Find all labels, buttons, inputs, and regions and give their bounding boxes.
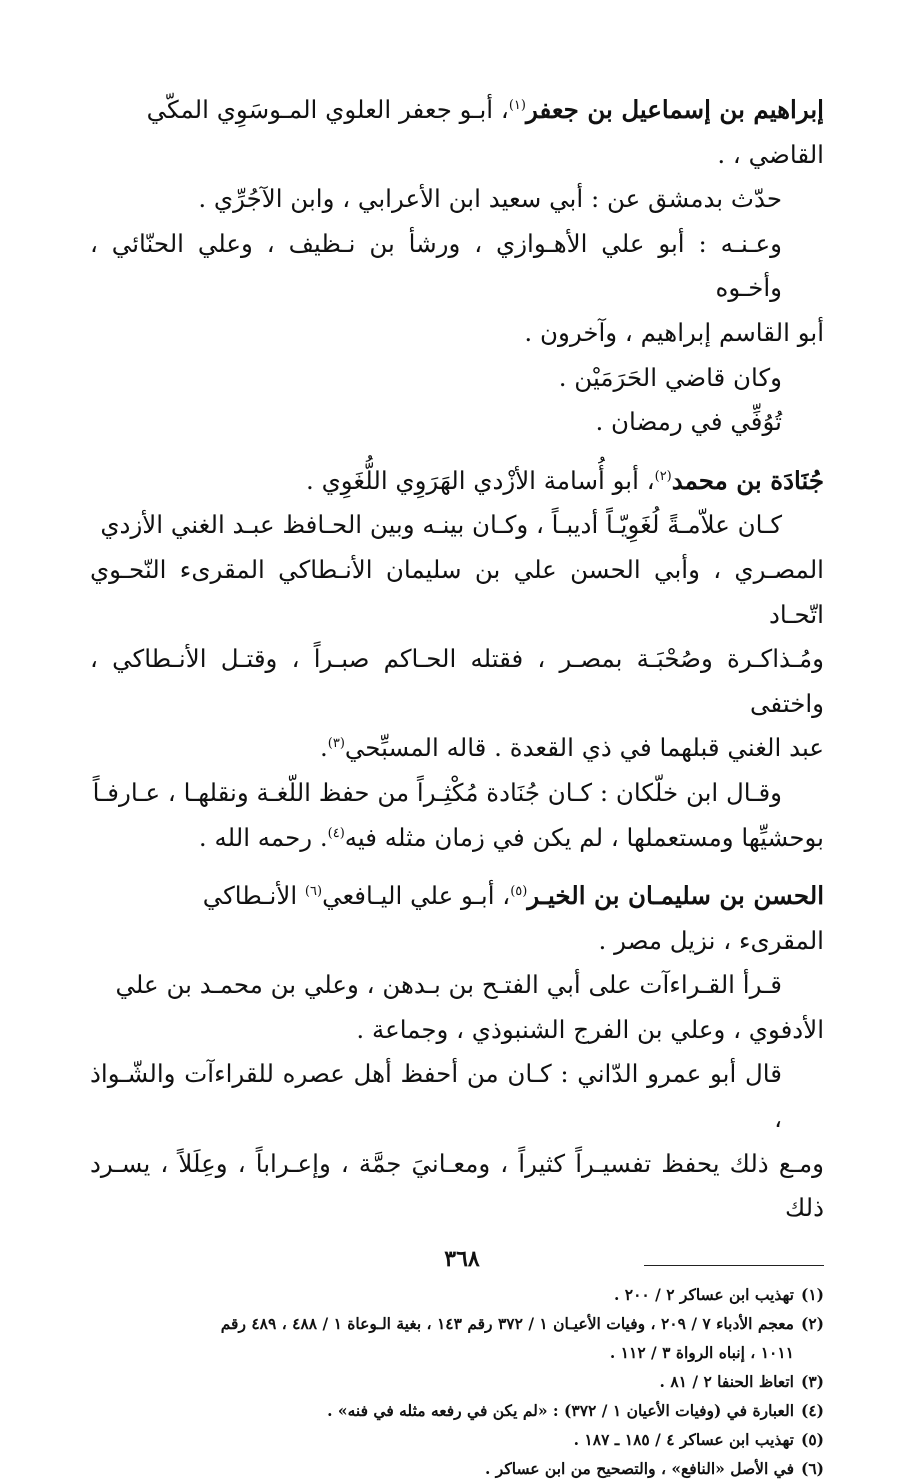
text-line: المقرىء ، نزيل مصر . <box>598 925 824 955</box>
footnote-text: معجم الأدباء ٧ / ٢٠٩ ، وفيات الأعيـان ١ / ٣٧٢ رقم ١٤٣ ، بغية الـوعاة ١ / ٤٨٨ ، ٤٨٩ رقم <box>220 1313 794 1333</box>
footnote-ref: (٣) <box>327 736 345 752</box>
entry-heading-rest: ، أبو أُسامة الأزْدي الهَرَوِي اللُّغَوِي . <box>306 465 655 495</box>
footnote-ref: (٤) <box>327 825 345 841</box>
footnote-continuation: ١٠١١ ، إنباه الرواة ٣ / ١١٢ . <box>609 1342 794 1362</box>
text-line <box>90 816 824 861</box>
text-line: وقـال ابن خلّكان : كـان جُنَادة مُكْثِـراً من حفظ اللّغـة ونقلهـا ، عـارفـاً <box>92 777 782 807</box>
footnote <box>90 1396 824 1425</box>
text-line: الأدفوي ، وعلي بن الفرج الشنبوذي ، وجماعة . <box>356 1014 824 1044</box>
biography-entry <box>90 459 824 860</box>
entry-name: جُنَادَة بن محمد <box>671 465 824 495</box>
footnote-ref: (٥) <box>510 883 528 899</box>
biography-entry <box>90 88 824 445</box>
footnote-number: (٢) <box>800 1313 824 1333</box>
footnote-ref: (١) <box>508 97 526 113</box>
text-line: ومُـذاكـرة وصُحْبَـة بمصـر ، فقتله الحـاكم صبـراً ، وقتـل الأنـطاكي ، واختفى <box>90 644 824 718</box>
footnote <box>90 1309 824 1338</box>
footnote-number: (٤) <box>800 1400 824 1420</box>
footnotes <box>90 1280 824 1483</box>
footnote-number: (٣) <box>800 1371 824 1391</box>
footnote-text: تهذيب ابن عساكر ٤ / ١٨٥ ـ ١٨٧ . <box>573 1429 794 1449</box>
entry-heading-rest: الأنـطاكي <box>202 881 305 911</box>
footnote <box>90 1454 824 1483</box>
line-tail: . <box>319 733 328 763</box>
text-line: كـان علاّمـةً لُغَوِيّـاً أديبـاً ، وكـان بينـه وبين الحـافظ عبـد الغني الأزدي <box>100 510 782 540</box>
text-line: أبو القاسم إبراهيم ، وآخرون . <box>524 317 824 347</box>
line-tail: . رحمه الله . <box>198 822 328 852</box>
line-text: بوحشيِّها ومستعملها ، لم يكن في زمان مثله فيه <box>344 822 824 852</box>
text-line: قـرأ القـراءآت على أبي الفتـح بن بـدهن ، وعلي بن محمـد بن علي <box>115 970 782 1000</box>
footnote-number: (٦) <box>800 1458 824 1478</box>
footnote <box>90 1425 824 1454</box>
footnote-text: اتعاظ الحنفا ٢ / ٨١ . <box>659 1371 794 1391</box>
biography-entry <box>90 874 824 1231</box>
footnote-text: في الأصل «النافع» ، والتصحيح من ابن عساكر . <box>485 1458 794 1478</box>
text-line: وكان قاضي الحَرَمَيْن . <box>558 362 782 392</box>
line-text: عبد الغني قبلهما في ذي القعدة . قاله المسبِّحي <box>344 733 824 763</box>
page-number: ٣٦٨ <box>444 1246 480 1272</box>
footnote-ref: (٢) <box>654 468 672 484</box>
entry-name: إبراهيم بن إسماعيل بن جعفر <box>525 95 824 124</box>
footnote-number: (١) <box>800 1284 824 1304</box>
text-line <box>90 726 824 771</box>
entry-heading-rest: ، أبـو جعفر العلوي المـوسَوِي المكّي <box>146 95 509 124</box>
text-line: تُوُفِّي في رمضان . <box>595 407 782 437</box>
text-line: المصـري ، وأبي الحسن علي بن سليمان الأنـطاكي المقرىء النّحـوي اتّحـاد <box>90 554 824 629</box>
entry-name: الحسن بن سليمـان بن الخيـر <box>527 881 824 911</box>
text-line: قال أبو عمرو الدّاني : كـان من أحفظ أهل عصره للقراءآت والشّـواذ ، <box>90 1059 782 1134</box>
footnote <box>90 1367 824 1396</box>
entry-heading-rest: ، أبـو علي اليـافعي <box>322 881 511 911</box>
footnote <box>90 1280 824 1309</box>
entry-heading-line <box>90 874 824 919</box>
footnote-text: العبارة في (وفيات الأعيان ١ / ٣٧٢) : «لم يكن في رفعه مثله في فنه» . <box>327 1400 794 1420</box>
footnote-number: (٥) <box>800 1429 824 1449</box>
text-line: حدّث بدمشق عن : أبي سعيد ابن الأعرابي ، وابن الآجُرِّي . <box>198 184 782 214</box>
entry-heading-line <box>90 459 824 504</box>
footnote-ref: (٦) <box>304 883 323 899</box>
entry-heading-line <box>90 88 824 133</box>
text-line: ومـع ذلك يحفظ تفسيـراً كثيراً ، ومعـانيَ جمَّة ، وإعـراباً ، وعِلَلاً ، يسـرد ذلك <box>90 1148 824 1223</box>
text-line: وعـنـه : أبو علي الأهـوازي ، ورشأ بن نـظيف ، وعلي الحنّائي ، وأخـوه <box>90 228 782 303</box>
text-line: القاضي ، . <box>717 139 824 169</box>
footnote-text: تهذيب ابن عساكر ٢ / ٢٠٠ . <box>613 1284 794 1304</box>
